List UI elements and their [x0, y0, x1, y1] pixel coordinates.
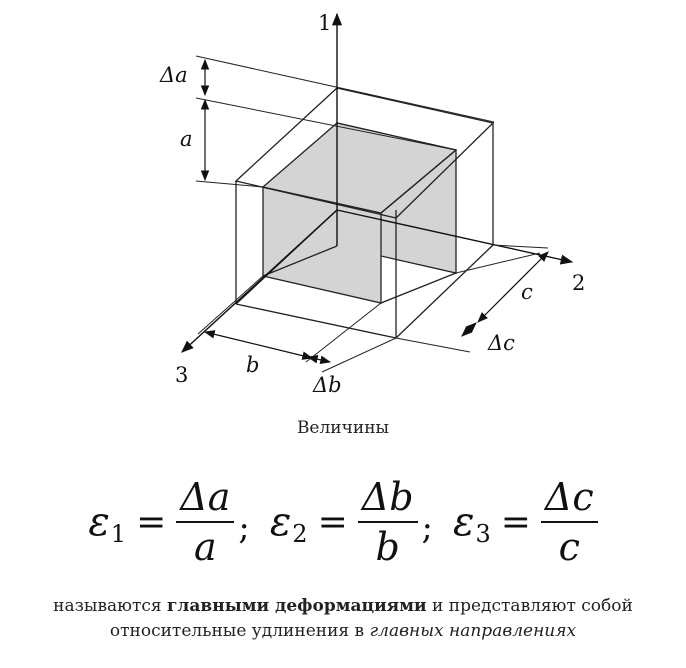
epsilon-symbol: ε — [88, 499, 110, 545]
separator: ; — [238, 508, 250, 548]
delta-c-label: Δc — [488, 331, 515, 355]
equals-sign: = — [136, 501, 167, 543]
strain-formula — [0, 462, 686, 582]
delta-b-arrow — [308, 357, 330, 362]
text-segment: называются — [53, 596, 168, 616]
equals-sign: = — [500, 501, 531, 543]
epsilon-symbol: ε — [453, 499, 475, 545]
delta-a-label: Δa — [160, 63, 188, 87]
b-label: b — [246, 353, 260, 377]
numerator: Δc — [544, 475, 594, 519]
denominator: b — [375, 525, 400, 569]
c-label: c — [521, 280, 533, 304]
epsilon-symbol: ε — [269, 499, 292, 545]
original-cube — [263, 123, 456, 303]
separator: ; — [421, 508, 433, 548]
text-segment: и представляют собой — [426, 596, 633, 616]
numerator: Δa — [180, 475, 231, 519]
denominator: a — [193, 525, 217, 569]
axis-1-label: 1 — [318, 11, 332, 35]
delta-b-label: Δb — [313, 373, 342, 397]
denominator: c — [558, 525, 580, 569]
equals-sign: = — [317, 501, 348, 543]
formula-term-3 — [453, 473, 598, 571]
axis-2-label: 2 — [572, 271, 586, 295]
principal-directions-term: главных направлениях — [369, 621, 577, 641]
fraction — [176, 473, 234, 571]
caption: Величины — [296, 418, 390, 438]
axis-3-label: 3 — [175, 363, 189, 387]
description-line-2 — [0, 619, 686, 644]
c-arrow — [478, 252, 548, 322]
description-text — [0, 594, 686, 644]
numerator: Δb — [361, 475, 414, 519]
description-line-1 — [0, 594, 686, 619]
formula-term-1 — [88, 473, 270, 571]
text-segment: относительные удлинения в — [109, 621, 370, 641]
fraction — [358, 473, 418, 571]
principal-strains-term: главными деформациями — [167, 596, 427, 616]
delta-c-arrow — [462, 323, 476, 336]
subscript: 1 — [110, 520, 127, 548]
subscript: 2 — [292, 520, 308, 548]
fraction — [541, 473, 598, 571]
formula-term-2 — [270, 473, 453, 571]
subscript: 3 — [475, 520, 491, 548]
a-label: a — [180, 127, 193, 151]
